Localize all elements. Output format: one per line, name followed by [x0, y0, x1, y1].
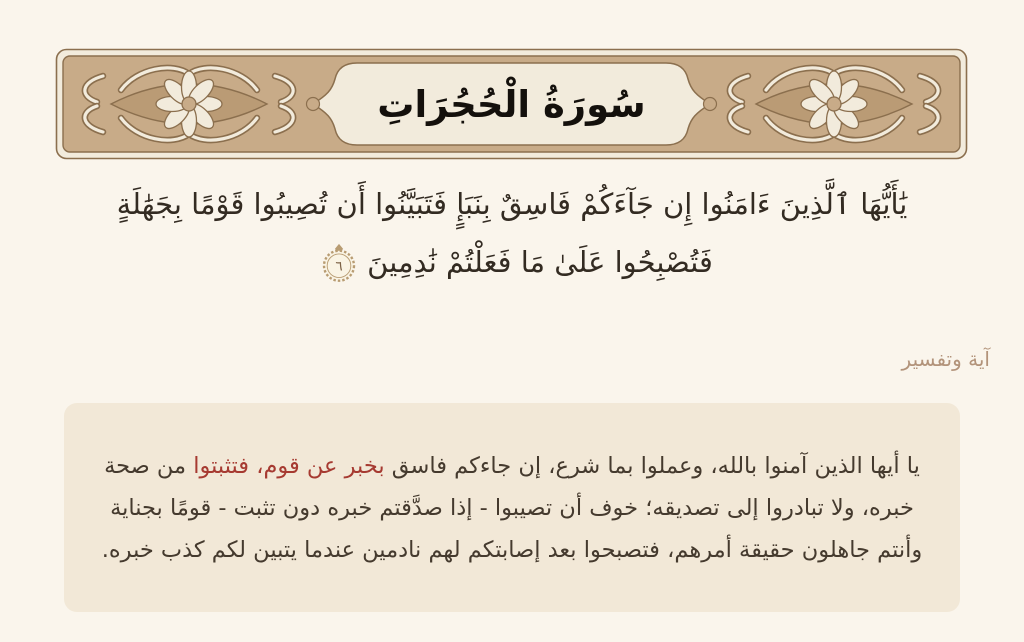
verse-line-1: يَٰأَيُّهَا ٱلَّذِينَ ءَامَنُوا إِن جَآءَكُمْ فَاسِقٌ بِنَبَإٍ فَتَبَيَّنُوا أَن تُصِيبُوا قَوْمًا بِجَهَٰلَةٍ: [116, 187, 908, 221]
verse-block: [32, 175, 992, 291]
tafsir-highlighted-segment: بخبر عن قوم، فتثبتوا: [193, 452, 385, 479]
tafsir-segment: من صحة خبره، ولا تبادروا إلى تصديقه؛ خوف أن تصيبوا - إذا صدَّقتم خبره دون تثبت - قومًا بجناية وأنتم جاهلون حقيقة أمرهم، فتصبحوا بعد إصابتكم لهم نادمين عندما يتبين لكم كذب خبره.: [101, 452, 923, 563]
section-label: آية وتفسير: [901, 347, 990, 371]
arabesque-border-ornament: [55, 48, 968, 160]
ayah-number: ٦: [335, 258, 343, 275]
verse-line-2: فَتُصْبِحُوا عَلَىٰ مَا فَعَلْتُمْ نَٰدِمِينَ: [367, 245, 713, 279]
ayah-end-medallion-icon: [319, 243, 359, 283]
tafsir-card: [64, 403, 960, 612]
header-band: [55, 48, 968, 160]
surah-title: سُورَةُ الْحُجُرَاتِ: [377, 82, 646, 126]
tafsir-text: [94, 445, 930, 571]
tafsir-segment: يا أيها الذين آمنوا بالله، وعملوا بما شرع، إن جاءكم فاسق: [384, 452, 920, 479]
